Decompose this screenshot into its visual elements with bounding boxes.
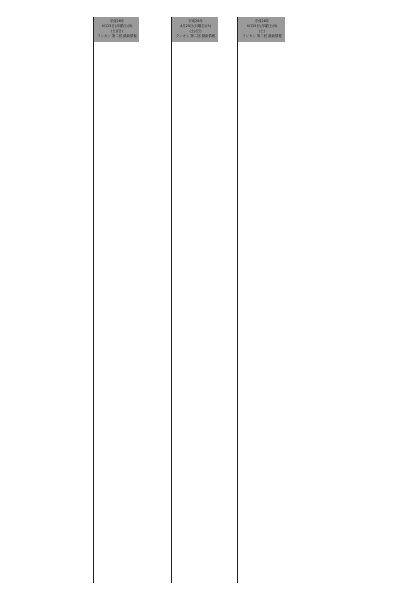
column-subheader: ランカン 第二回 最新情報 bbox=[175, 34, 216, 38]
column-header-line: 平成28年 bbox=[109, 19, 125, 23]
column-header-line: (土)(日) bbox=[110, 29, 124, 33]
column-subheader: ランカン 第二回 最新情報 bbox=[242, 34, 282, 38]
text-column-3 bbox=[237, 17, 285, 583]
column-header bbox=[94, 17, 139, 42]
column-body bbox=[172, 42, 218, 44]
column-header-line: 4月25日(月曜日)(5) bbox=[101, 24, 133, 28]
column-header-line: 4月25日(月曜日)(5) bbox=[246, 24, 278, 28]
column-header-line: (土) bbox=[258, 29, 266, 33]
text-column-2 bbox=[171, 17, 218, 583]
column-header-line: 平成28年 bbox=[188, 19, 203, 23]
column-header bbox=[238, 17, 285, 42]
text-column-1 bbox=[93, 17, 139, 583]
column-subheader: ランカン 第二回 最新情報 bbox=[97, 34, 137, 38]
column-header-line: 4月25日(月曜日)(5) bbox=[180, 24, 211, 28]
column-body bbox=[238, 42, 285, 44]
column-body bbox=[94, 42, 139, 44]
column-header-line: (土)(日) bbox=[189, 29, 202, 33]
column-header-line: 平成28年 bbox=[254, 19, 270, 23]
column-header bbox=[172, 17, 218, 42]
